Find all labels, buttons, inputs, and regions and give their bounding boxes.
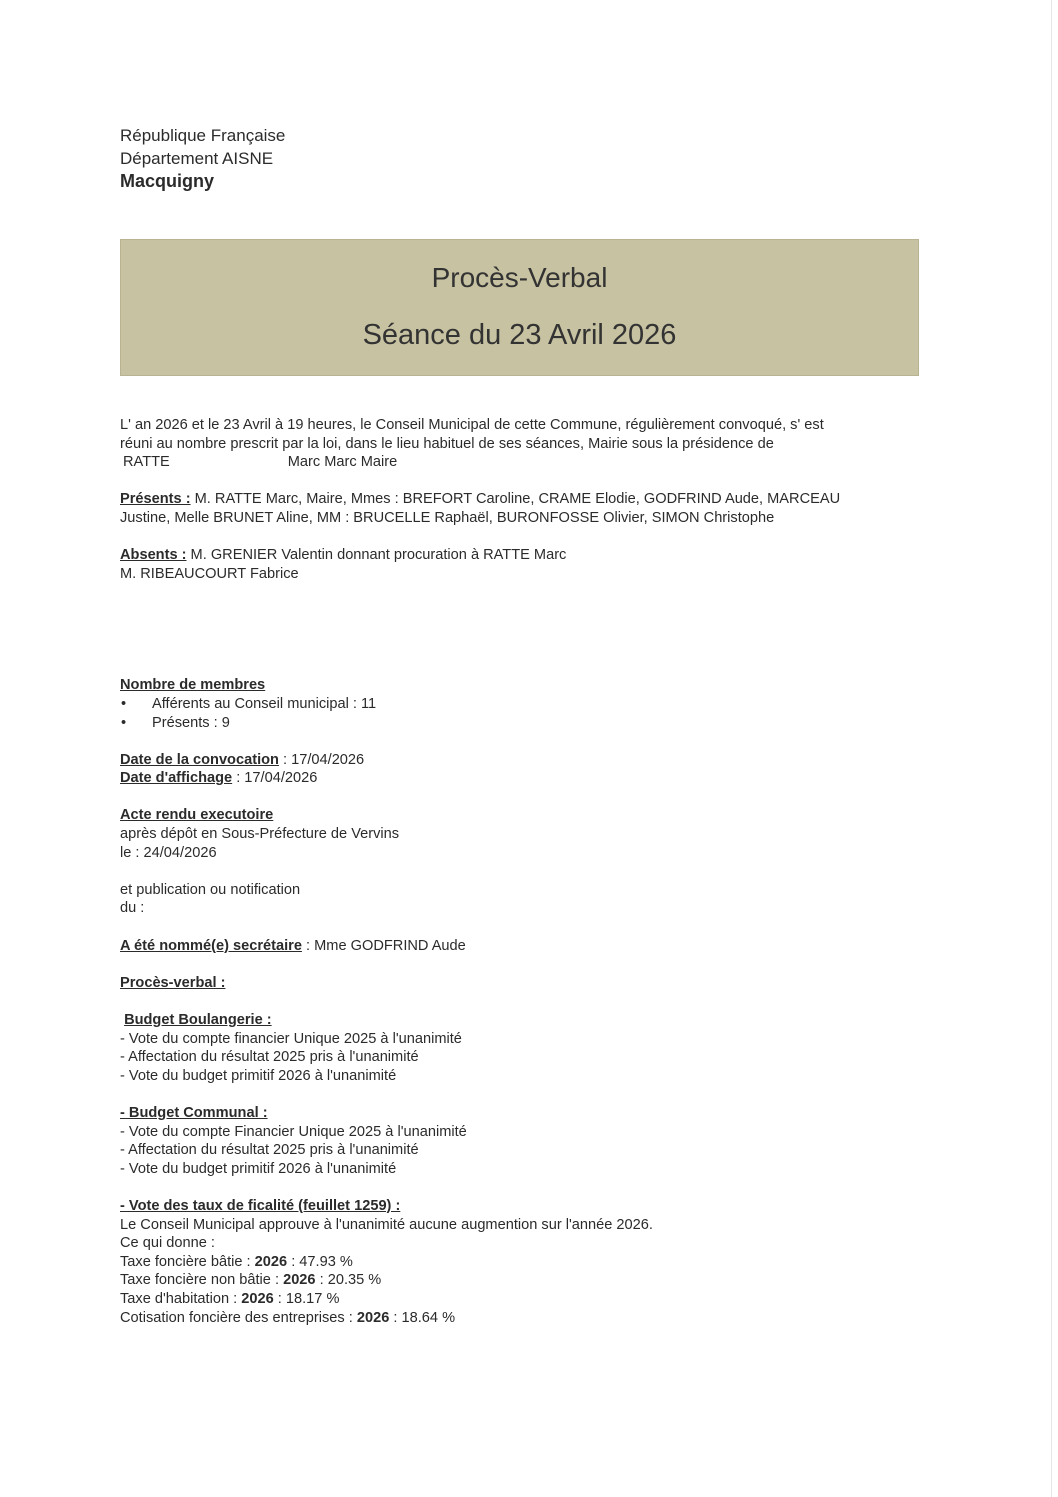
list-item: - Affectation du résultat 2025 pris à l'unanimité	[120, 1142, 419, 1159]
tax-rate-label: Taxe d'habitation :	[120, 1290, 242, 1307]
fiscalite-label: - Vote des taux de ficalité (feuillet 1259) :	[120, 1197, 401, 1214]
tax-rate-label: Taxe foncière bâtie :	[120, 1253, 255, 1270]
secretaire-value: : Mme GODFRIND Aude	[301, 937, 466, 954]
members-label: Nombre de membres	[120, 677, 266, 694]
list-item: - Vote du compte Financier Unique 2025 à l'unanimité	[120, 1123, 467, 1140]
tax-rate-year: 2026	[254, 1253, 288, 1270]
tax-rate-value: : 18.17 %	[273, 1290, 340, 1307]
document-title: Procès-Verbal	[431, 262, 608, 293]
president-surname: RATTE	[123, 454, 170, 471]
tax-rate-year: 2026	[356, 1309, 390, 1326]
tax-rate-value: : 18.64 %	[389, 1309, 456, 1326]
presents-line-1	[120, 490, 920, 509]
document-body	[120, 416, 920, 1327]
intro-line-1: L' an 2026 et le 23 Avril à 19 heures, le Conseil Municipal de cette Commune, régulièrement convoqué, s' est	[120, 417, 824, 433]
members-item: • Présents : 9	[120, 714, 920, 733]
president-rest: Marc Marc Maire	[287, 454, 398, 471]
list-item: - Affectation du résultat 2025 pris à l'unanimité	[120, 1049, 419, 1066]
session-date: Séance du 23 Avril 2026	[362, 319, 677, 351]
tax-rate-year: 2026	[241, 1290, 274, 1307]
convocation-value: : 17/04/2026	[278, 751, 365, 768]
fiscalite-line-2: Ce qui donne :	[120, 1235, 215, 1252]
acte-line-1: après dépôt en Sous-Préfecture de Vervins	[120, 826, 400, 843]
boulangerie-heading	[120, 1011, 920, 1030]
list-item: - Vote du budget primitif 2026 à l'unanimité	[120, 1067, 397, 1084]
affichage-value: : 17/04/2026	[232, 770, 318, 787]
document-header	[120, 124, 285, 193]
tax-rate-value: : 20.35 %	[315, 1272, 382, 1289]
tax-rate-line	[120, 1290, 920, 1309]
tax-rate-label: Cotisation foncière des entreprises :	[120, 1309, 357, 1326]
absents-line-1	[120, 546, 920, 565]
tax-rate-value: : 47.93 %	[287, 1253, 353, 1270]
tax-rate-label: Taxe foncière non bâtie :	[120, 1272, 284, 1289]
tax-rate-year: 2026	[283, 1272, 316, 1289]
tax-rate-line	[120, 1253, 920, 1272]
tax-rate-line	[120, 1271, 920, 1290]
absents-line-2: M. RIBEAUCOURT Fabrice	[120, 565, 299, 582]
department-line: Département AISNE	[120, 149, 274, 168]
scan-edge	[1051, 0, 1052, 1497]
absents-label: Absents :	[120, 547, 187, 564]
presents-label: Présents :	[120, 491, 191, 508]
list-item: - Vote du budget primitif 2026 à l'unanimité	[120, 1160, 397, 1177]
fiscalite-line-1: Le Conseil Municipal approuve à l'unanimité aucune augmention sur l'année 2026.	[120, 1216, 653, 1233]
tax-rate-line	[120, 1309, 920, 1328]
presents-text-1: M. RATTE Marc, Maire, Mmes : BREFORT Caroline, CRAME Elodie, GODFRIND Aude, MARCEAU	[190, 491, 841, 508]
acte-line-2: le : 24/04/2026	[120, 844, 217, 861]
president-line	[120, 453, 920, 472]
convocation-label: Date de la convocation	[120, 751, 279, 768]
intro-line-2: réuni au nombre prescrit par la loi, dans le lieu habituel de ses séances, Mairie sous la présidence de	[120, 435, 774, 452]
list-item: - Vote du compte financier Unique 2025 à l'unanimité	[120, 1030, 462, 1047]
convocation-line	[120, 751, 920, 770]
acte-line-3: et publication ou notification	[120, 881, 301, 898]
secretaire-line	[120, 937, 920, 956]
republic-line: République Française	[120, 126, 286, 145]
members-item: • Afférents au Conseil municipal : 11	[120, 695, 920, 714]
title-banner	[120, 239, 919, 376]
affichage-line	[120, 769, 920, 788]
absents-text-1: M. GRENIER Valentin donnant procuration à RATTE Marc	[186, 547, 567, 564]
acte-line-4: du :	[120, 900, 145, 917]
secretaire-label: A été nommé(e) secrétaire	[120, 937, 302, 954]
presents-line-2: Justine, Melle BRUNET Aline, MM : BRUCELLE Raphaël, BURONFOSSE Olivier, SIMON Christophe	[120, 509, 775, 526]
boulangerie-label: Budget Boulangerie :	[124, 1012, 272, 1028]
pv-label: Procès-verbal :	[120, 974, 226, 991]
acte-label: Acte rendu executoire	[120, 807, 274, 824]
communal-label: - Budget Communal :	[120, 1104, 268, 1121]
affichage-label: Date d'affichage	[120, 770, 233, 787]
commune-name: Macquigny	[120, 171, 215, 191]
